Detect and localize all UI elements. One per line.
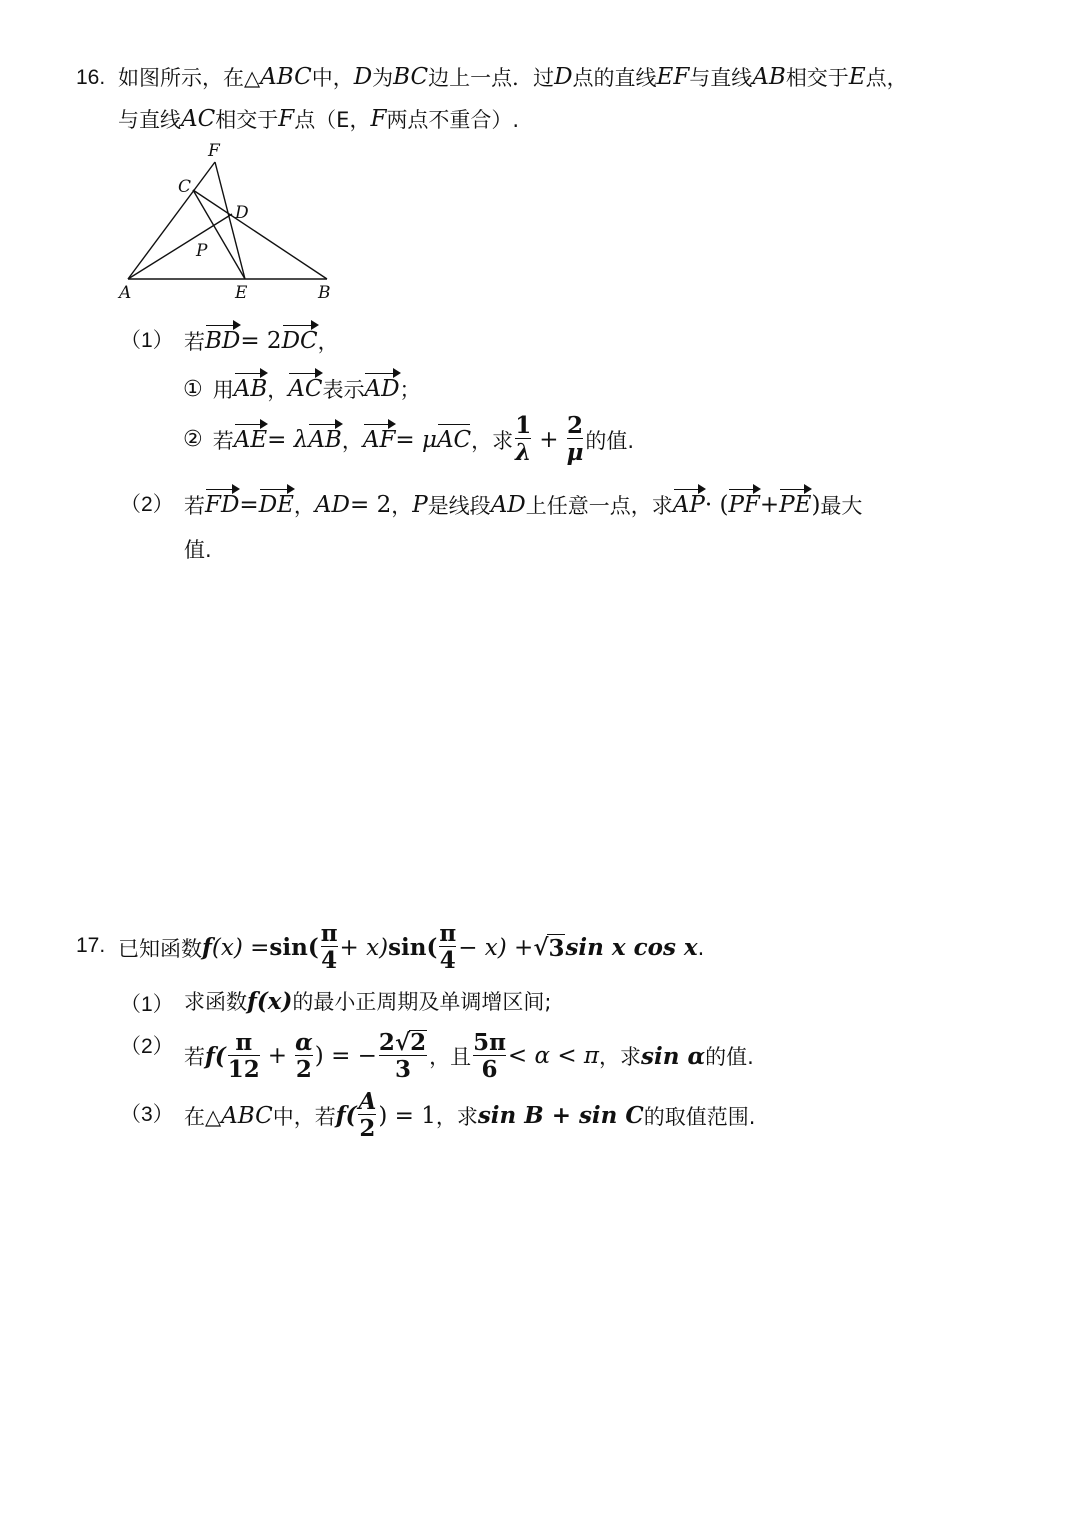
- vector-fd: FD: [205, 492, 240, 518]
- vector-pf: PF: [728, 492, 760, 518]
- q16-number: 16.: [76, 66, 106, 89]
- q16-text: 两点不重合）.: [386, 108, 520, 132]
- line-af: [128, 162, 215, 279]
- q17-p3-text: 中，若: [272, 1104, 336, 1129]
- q16-text: 点（E，: [294, 108, 371, 132]
- q17-p3-text: ，求: [435, 1104, 478, 1129]
- vector-ae: AE: [233, 426, 268, 453]
- q17-number: 17.: [76, 934, 106, 957]
- q16-math: ABC: [260, 64, 312, 90]
- label-b: B: [318, 283, 331, 303]
- q16-p1-sub1: [183, 374, 421, 404]
- q16-p1-sub2: [183, 414, 634, 465]
- vector-bd: BD: [205, 328, 241, 354]
- label-d: D: [235, 203, 249, 223]
- fraction-numerator: 5π: [473, 1028, 506, 1056]
- fraction-alpha-over-2: [295, 1028, 313, 1083]
- sqrt-radicand: 2: [410, 1029, 427, 1056]
- q17-math: sin(: [388, 934, 438, 962]
- q16-math: F: [370, 106, 387, 132]
- q16-math: BC: [393, 64, 429, 90]
- q16-math: EF: [656, 64, 690, 90]
- q17-math: + x): [339, 934, 389, 961]
- q16-p1-text: ，: [341, 428, 363, 453]
- fraction-numerator: 2: [566, 412, 583, 439]
- q17-text: .: [697, 935, 705, 960]
- q16-p2-math: ): [811, 492, 821, 518]
- label-p: P: [196, 241, 208, 261]
- line-ad: [128, 214, 232, 279]
- fraction-numerator: A: [358, 1088, 377, 1115]
- q16-p1-text: 若: [184, 330, 205, 354]
- fraction-2sqrt2-over-3: [379, 1030, 427, 1082]
- fraction-pi-over-4: [439, 922, 456, 973]
- fraction-denominator: 4: [439, 947, 456, 975]
- q17-p1-text: 求函数: [184, 990, 247, 1014]
- q17-p2-text: ，且: [429, 1045, 472, 1070]
- q17-p2-math: f(: [205, 1042, 226, 1070]
- q17-p2-line: [184, 1030, 754, 1082]
- q17-p2-math: sin α: [641, 1042, 706, 1070]
- q16-p2-text: ，: [391, 494, 413, 518]
- vector-ap: AP: [672, 492, 705, 518]
- line-cb: [193, 190, 327, 279]
- q16-p2-math: AD: [490, 492, 526, 518]
- q16-p2-math: AD: [314, 492, 350, 518]
- figure-lines: [128, 162, 327, 279]
- fraction-numerator: 2√2: [378, 1029, 427, 1056]
- fraction-numerator: α: [295, 1028, 313, 1056]
- coefficient: 2: [378, 1029, 395, 1056]
- vector-de: DE: [258, 492, 294, 518]
- q17-math: − x) +: [458, 934, 534, 961]
- q17-p1-label: （1）: [120, 993, 174, 1016]
- q16-p1-math: = μ: [395, 426, 437, 453]
- fraction-numerator: π: [235, 1028, 253, 1056]
- fraction-1-over-lambda: [515, 414, 531, 465]
- label-c: C: [178, 177, 192, 197]
- q16-text: 中，: [311, 66, 354, 90]
- q17-p3-label: （3）: [120, 1103, 174, 1126]
- q16-p1-text: 表示: [322, 378, 365, 402]
- fraction-denominator: 4: [321, 947, 338, 975]
- q16-math: AC: [181, 106, 216, 132]
- q16-p2-math: =: [239, 492, 259, 518]
- sqrt-sign: √: [533, 934, 549, 962]
- q16-p1-text: ，: [317, 330, 339, 354]
- triangle-figure: [110, 138, 350, 308]
- sqrt-radicand: 3: [548, 934, 565, 962]
- q17-p1-math: f(x): [247, 987, 293, 1015]
- q16-p2-text: 上任意一点，求: [525, 494, 673, 518]
- plus-sign: +: [539, 426, 559, 453]
- q17-p3-text: 在△: [184, 1104, 222, 1129]
- q16-p1-text: ，: [267, 378, 289, 402]
- q16-text: 边上一点．过: [428, 66, 555, 90]
- q17-p3-math: ) = 1: [378, 1102, 436, 1129]
- q16-math: D: [554, 64, 573, 90]
- fraction-a-over-2: [358, 1090, 376, 1141]
- q16-text: 相交于: [785, 66, 849, 90]
- q16-p2-text: ，: [293, 494, 315, 518]
- fraction-numerator: 1: [515, 412, 532, 439]
- q16-stem-line2: [118, 104, 519, 134]
- q17-p3-math: f(: [335, 1102, 357, 1130]
- q17-p2-text: 的值.: [705, 1045, 754, 1070]
- q16-p2-math: P: [412, 492, 428, 518]
- q16-text: 点，: [865, 66, 908, 90]
- q16-math: D: [353, 64, 373, 90]
- fraction-denominator: 2: [295, 1055, 312, 1083]
- q17-p3-line: [184, 1090, 755, 1141]
- plus-sign: +: [267, 1043, 288, 1070]
- q16-p2-math: = 2: [349, 492, 392, 518]
- q17-p3-text: 的取值范围.: [643, 1104, 756, 1129]
- q16-p1-text: 用: [212, 378, 234, 402]
- label-e: E: [235, 283, 248, 303]
- q17-p1-text: 的最小正周期及单调增区间;: [292, 990, 552, 1014]
- vector-af: AF: [362, 426, 396, 453]
- q16-text: 为: [372, 66, 394, 90]
- q16-math: E: [848, 64, 866, 90]
- q16-math: AB: [752, 64, 786, 90]
- q17-text: 已知函数: [118, 936, 202, 961]
- segment-ac: AC: [436, 426, 472, 453]
- fraction-numerator: π: [320, 920, 338, 947]
- q16-text: 点的直线: [572, 66, 657, 90]
- q16-p2-text: 若: [184, 494, 205, 518]
- q16-p1-text: 的值.: [585, 428, 635, 453]
- q16-p2-line2: 值.: [184, 538, 212, 562]
- q17-p1-line: [184, 986, 551, 1016]
- q16-text: 与直线: [118, 108, 181, 132]
- q16-p2-label: （2）: [120, 493, 174, 516]
- fraction-5pi-over-6: [473, 1028, 506, 1083]
- q16-p1-math: = λ: [267, 426, 309, 453]
- q17-p2-label: （2）: [120, 1035, 174, 1058]
- q16-p1-math: = 2: [240, 328, 282, 354]
- label-f: F: [208, 141, 220, 161]
- vector-ad: AD: [364, 376, 400, 402]
- fraction-denominator: μ: [566, 439, 584, 467]
- vector-ab: AB: [233, 376, 268, 402]
- fraction-denominator: 2: [359, 1115, 376, 1143]
- q16-p2-math: · (: [704, 492, 729, 518]
- q16-p2-line1: [184, 490, 862, 520]
- q16-p1-text: ；: [399, 378, 421, 402]
- fraction-pi-over-12: [227, 1028, 260, 1083]
- q16-p2-text: 最大: [820, 494, 863, 518]
- q16-p2-text: 是线段: [427, 494, 491, 518]
- fraction-denominator: 12: [227, 1055, 260, 1083]
- q16-text: 与直线: [689, 66, 753, 90]
- q17-p2-math: < α < π: [507, 1043, 600, 1070]
- q16-p2-math: +: [759, 492, 780, 518]
- q17-p2-math: ) = −: [314, 1043, 377, 1070]
- q17-math: sin x cos x: [565, 934, 698, 962]
- q17-math: (x) =: [211, 934, 270, 961]
- fraction-denominator: 6: [473, 1055, 506, 1082]
- circled-number-2: ②: [183, 427, 203, 453]
- q17-stem: [118, 922, 704, 973]
- q16-p1-label: （1）: [120, 329, 174, 352]
- vector-dc: DC: [281, 328, 318, 354]
- q16-p1-condition: [184, 326, 339, 356]
- q17-p3-math: ABC: [221, 1102, 273, 1129]
- fraction-denominator: λ: [515, 439, 532, 467]
- vector-pe: PE: [779, 492, 812, 518]
- vector-ac: AC: [288, 376, 323, 402]
- q16-text: 相交于: [215, 108, 279, 132]
- q17-p3-math: sin B + sin C: [477, 1102, 644, 1130]
- q16-stem-line1: [118, 62, 908, 92]
- q17-math: sin(: [269, 934, 319, 962]
- fraction-denominator: 3: [379, 1055, 427, 1082]
- label-a: A: [119, 283, 132, 303]
- fraction-2-over-mu: [567, 414, 584, 465]
- q16-p1-text: 若: [212, 428, 234, 453]
- q17-p2-text: ，求: [599, 1045, 642, 1070]
- vector-ab: AB: [308, 426, 342, 453]
- circled-number-1: ①: [183, 376, 203, 402]
- q16-p1-text: ，求: [471, 428, 514, 453]
- q17-math: f: [202, 934, 212, 962]
- q17-p2-text: 若: [184, 1045, 205, 1070]
- q16-math: F: [278, 106, 295, 132]
- fraction-pi-over-4: [321, 922, 338, 973]
- q16-text: 如图所示，在△: [118, 66, 261, 90]
- fraction-numerator: π: [439, 920, 457, 947]
